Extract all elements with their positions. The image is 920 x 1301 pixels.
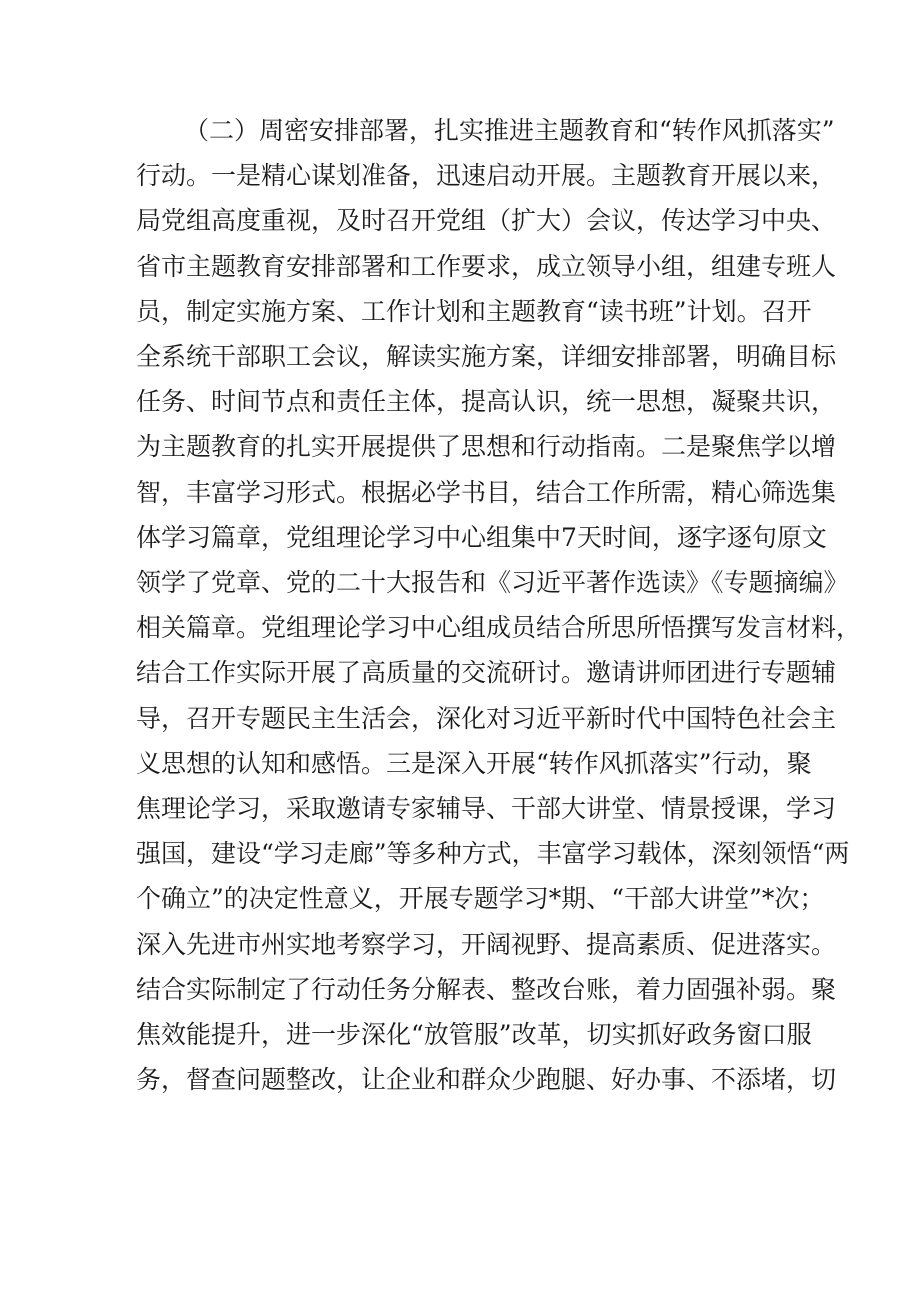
text-line: （二）周密安排部署，扎实推进主题教育和“转作风抓落实” bbox=[184, 116, 835, 145]
text-line: 行动。一是精心谋划准备，迅速启动开展。主题教育开展以来， bbox=[136, 161, 837, 191]
text-line: 体学习篇章，党组理论学习中心组集中7天时间，逐字逐句原文 bbox=[136, 522, 827, 552]
text-line: 员，制定实施方案、工作计划和主题教育“读书班”计划。召开 bbox=[136, 296, 812, 326]
text-line: 智，丰富学习形式。根据必学书目，结合工作所需，精心筛选集 bbox=[136, 477, 837, 507]
body-paragraph bbox=[136, 108, 862, 1102]
text-line: 深入先进市州实地考察学习，开阔视野、提高素质、促进落实。 bbox=[136, 929, 837, 959]
text-line: 义思想的认知和感悟。三是深入开展“转作风抓落实”行动，聚 bbox=[136, 748, 812, 778]
text-line: 相关篇章。党组理论学习中心组成员结合所思所悟撰写发言材料， bbox=[136, 613, 862, 643]
text-line: 局党组高度重视，及时召开党组（扩大）会议，传达学习中央、 bbox=[136, 206, 837, 236]
text-line: 任务、时间节点和责任主体，提高认识，统一思想，凝聚共识， bbox=[136, 387, 837, 417]
text-line: 全系统干部职工会议，解读实施方案，详细安排部署，明确目标 bbox=[136, 342, 837, 372]
text-line: 焦理论学习，采取邀请专家辅导、干部大讲堂、情景授课，学习 bbox=[136, 794, 837, 824]
text-line: 强国，建设“学习走廊”等多种方式，丰富学习载体，深刻领悟“两 bbox=[136, 839, 850, 869]
text-line: 个确立”的决定性意义，开展专题学习*期、“干部大讲堂”*次； bbox=[136, 884, 825, 914]
text-line: 结合工作实际开展了高质量的交流研讨。邀请讲师团进行专题辅 bbox=[136, 658, 837, 688]
text-line: 结合实际制定了行动任务分解表、整改台账，着力固强补弱。聚 bbox=[136, 974, 837, 1004]
text-line: 务，督查问题整改，让企业和群众少跑腿、好办事、不添堵，切 bbox=[136, 1065, 837, 1095]
text-line: 导，召开专题民主生活会，深化对习近平新时代中国特色社会主 bbox=[136, 703, 837, 733]
text-line: 焦效能提升，进一步深化“放管服”改革，切实抓好政务窗口服 bbox=[136, 1020, 812, 1050]
text-line: 领学了党章、党的二十大报告和《习近平著作选读》《专题摘编》 bbox=[136, 568, 849, 598]
text-line: 省市主题教育安排部署和工作要求，成立领导小组，组建专班人 bbox=[136, 251, 837, 281]
text-line: 为主题教育的扎实开展提供了思想和行动指南。二是聚焦学以增 bbox=[136, 432, 837, 462]
